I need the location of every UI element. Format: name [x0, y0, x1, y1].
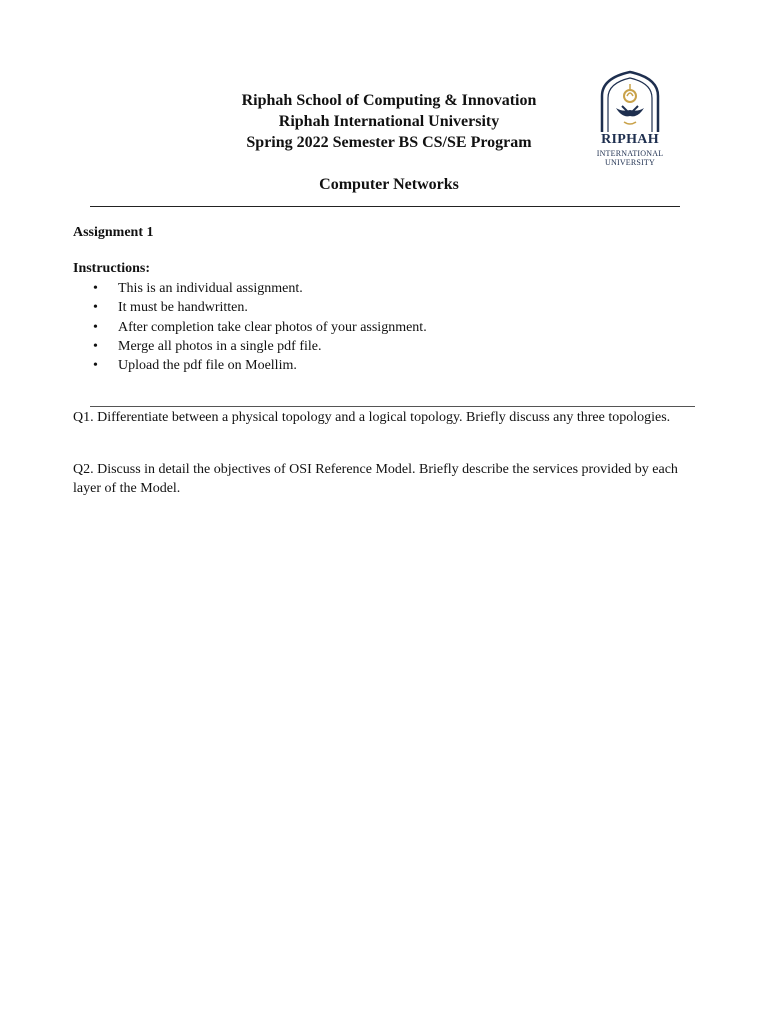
instruction-text: This is an individual assignment. — [118, 281, 303, 296]
university-name: Riphah International University — [278, 113, 500, 130]
bullet-icon: • — [93, 281, 98, 296]
question-1: Q1. Differentiate between a physical topology and a logical topology. Briefly discuss any three topologies. — [73, 410, 671, 425]
bullet-icon: • — [93, 358, 98, 374]
program-name: Spring 2022 Semester BS CS/SE Program — [246, 134, 532, 151]
question-2: Q2. Discuss in detail the objectives of OSI Reference Model. Briefly describe the services provided by each layer of the Model. — [73, 462, 678, 496]
list-item — [73, 298, 427, 317]
document-header — [150, 90, 628, 195]
riphah-crest-icon — [594, 70, 666, 132]
list-item — [73, 318, 427, 337]
bullet-icon: • — [93, 338, 98, 354]
instruction-text: It must be handwritten. — [118, 300, 248, 316]
instruction-text: After completion take clear photos of your assignment. — [118, 319, 427, 335]
bullet-icon: • — [93, 319, 98, 335]
section-divider — [90, 406, 695, 407]
instruction-text: Upload the pdf file on Moellim. — [118, 358, 297, 374]
logo-wordmark-international: INTERNATIONAL — [596, 149, 664, 158]
header-divider — [90, 206, 680, 207]
course-title: Computer Networks — [319, 176, 459, 193]
assignment-title: Assignment 1 — [73, 225, 154, 240]
instruction-text: Merge all photos in a single pdf file. — [118, 338, 322, 354]
bullet-icon: • — [93, 300, 98, 316]
list-item — [73, 337, 427, 356]
instructions-list — [73, 279, 427, 375]
list-item — [73, 356, 427, 375]
school-name: Riphah School of Computing & Innovation — [241, 92, 537, 109]
logo-wordmark-riphah: RIPHAH — [601, 132, 659, 147]
university-logo — [594, 70, 666, 170]
logo-wordmark-university: UNIVERSITY — [605, 158, 655, 167]
instructions-heading: Instructions: — [73, 261, 151, 276]
list-item — [73, 279, 427, 298]
